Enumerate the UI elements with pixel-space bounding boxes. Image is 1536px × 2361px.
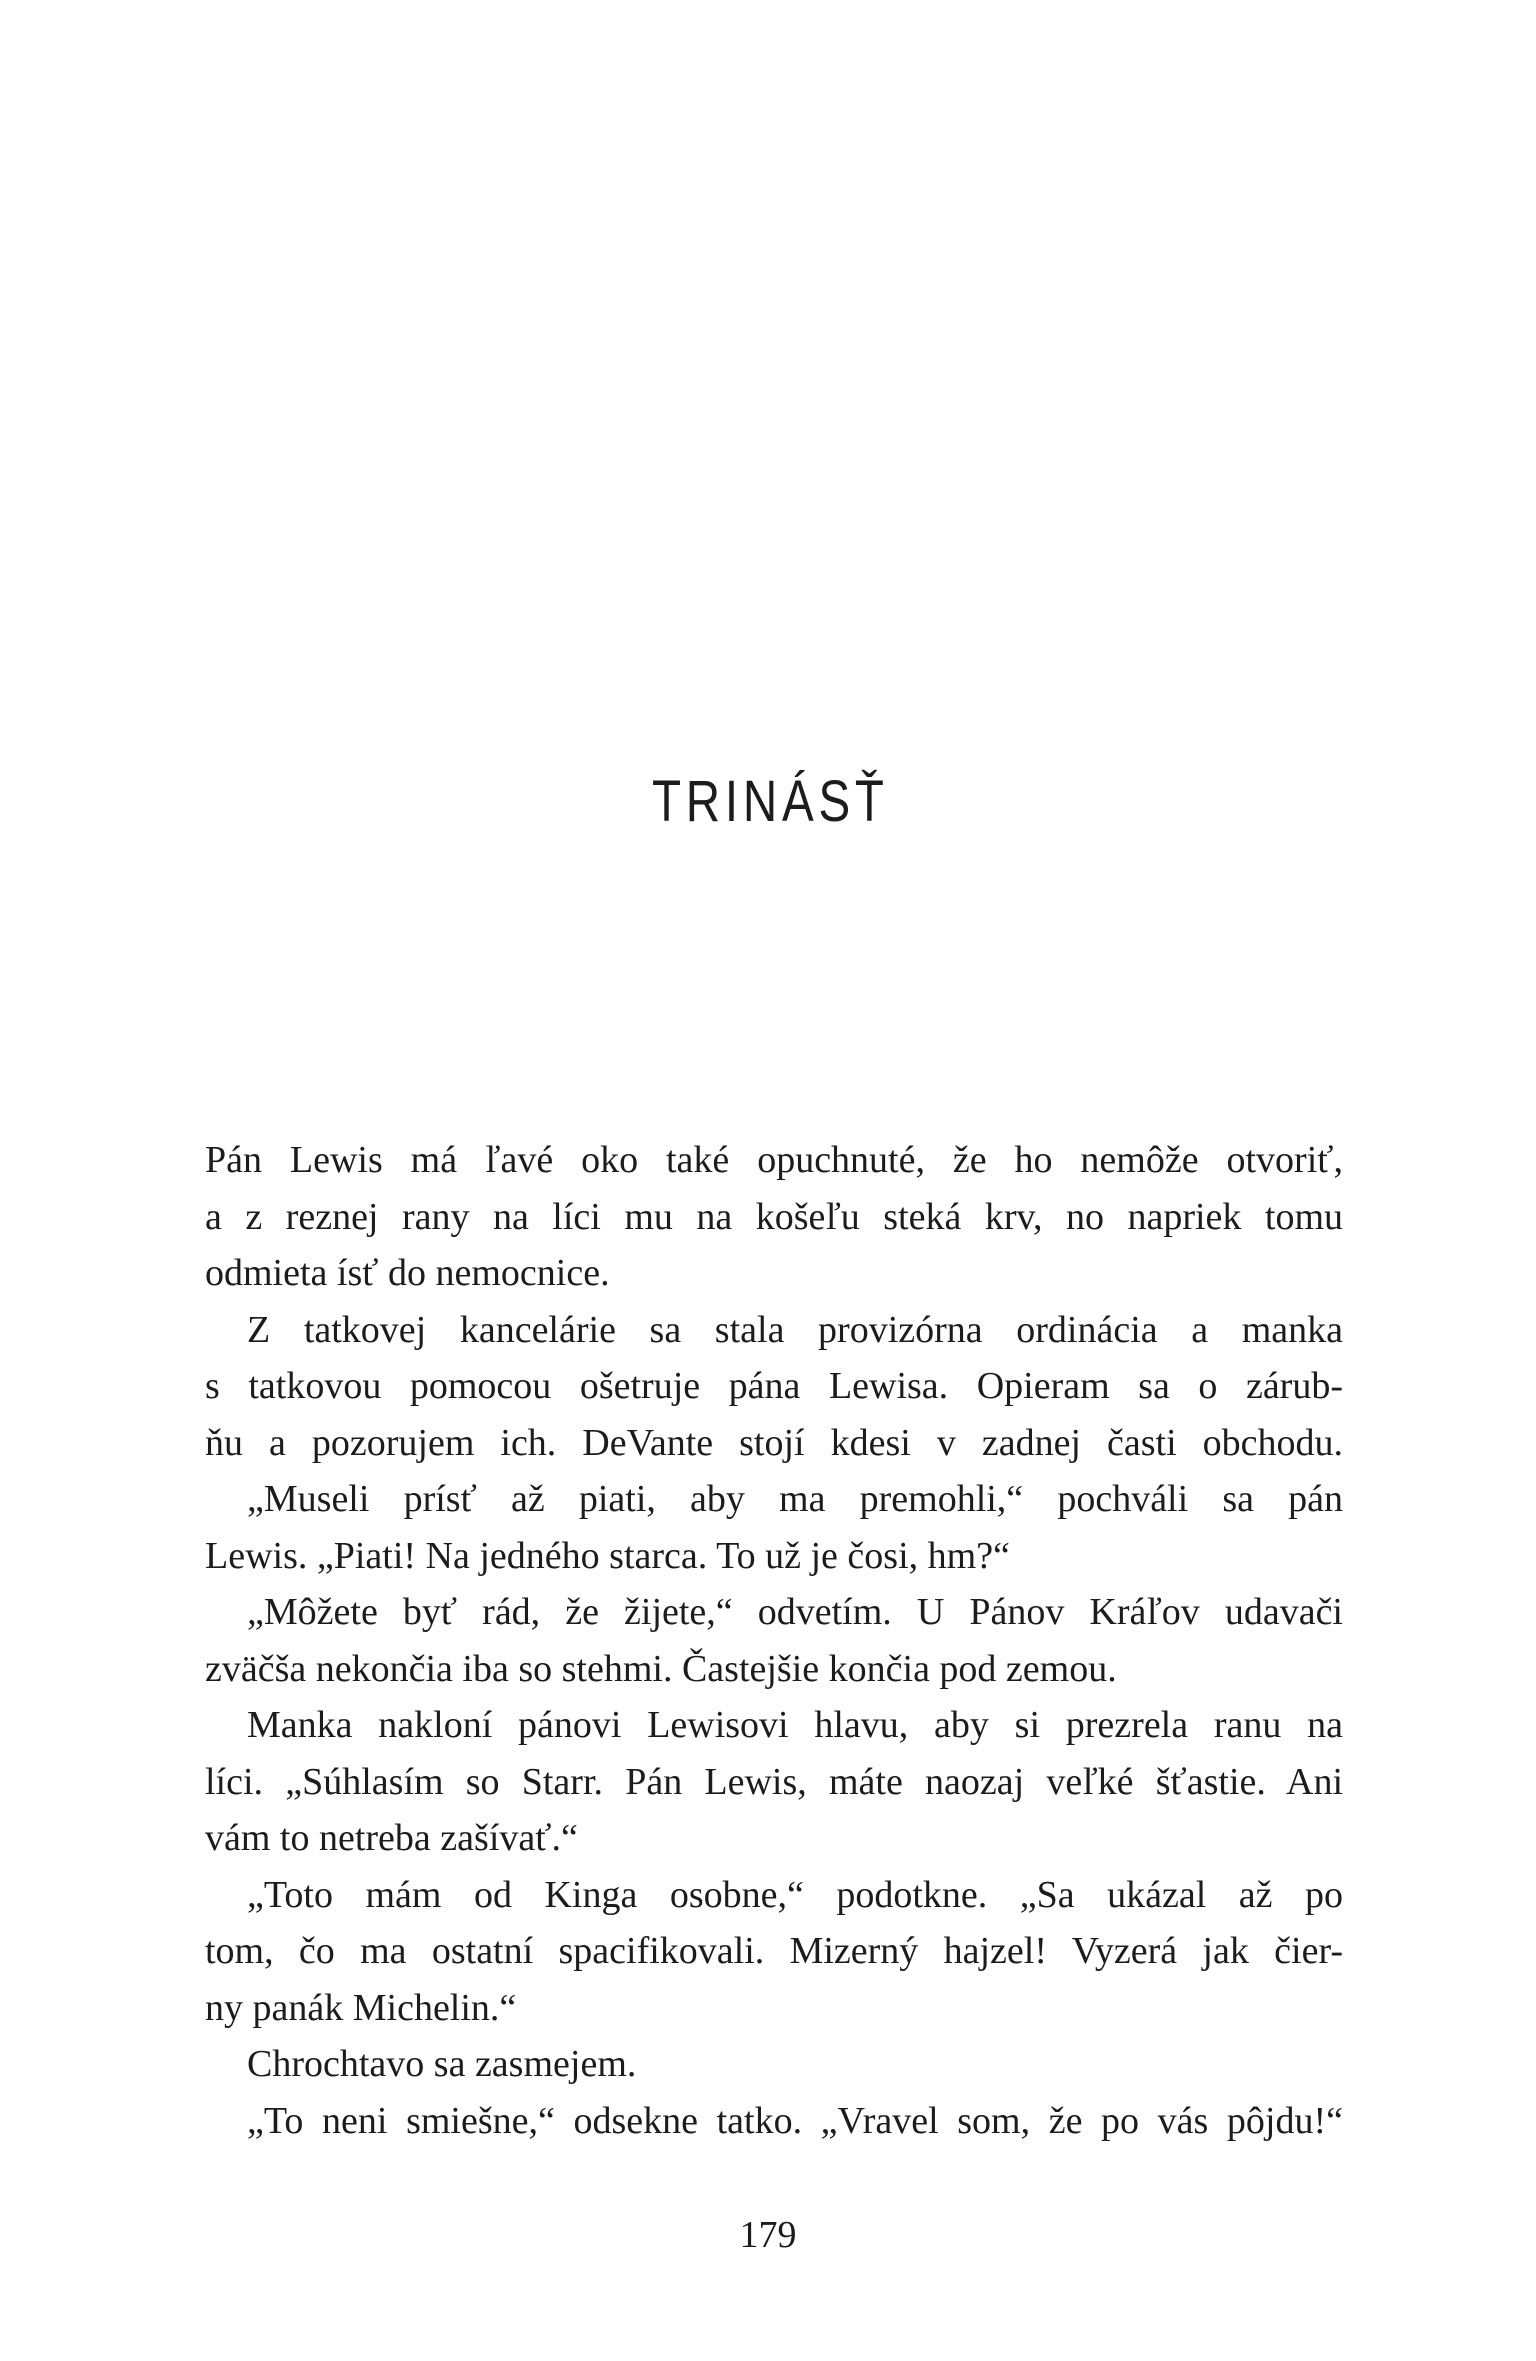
text-line: vám to netreba zašívať.“: [205, 1817, 578, 1859]
text-line: „Museli prísť až piati, aby ma premohli,“ pochváli sa pán: [247, 1478, 1343, 1520]
page-number: 179: [739, 2214, 797, 2256]
text-line: tom, čo ma ostatní spacifikovali. Mizerný hajzel! Vyzerá jak čier-: [205, 1930, 1343, 1972]
text-line: „Toto mám od Kinga osobne,“ podotkne. „Sa ukázal až po: [247, 1873, 1343, 1916]
text-line: odmieta ísť do nemocnice.: [205, 1252, 610, 1294]
text-line: ňu a pozorujem ich. DeVante stojí kdesi v zadnej časti obchodu.: [205, 1421, 1343, 1464]
text-line: s tatkovou pomocou ošetruje pána Lewisa. Opieram sa o zárub-: [205, 1365, 1343, 1407]
text-line: Chrochtavo sa zasmejem.: [247, 2043, 637, 2085]
text-line: zväčša nekončia iba so stehmi. Častejšie končia pod zemou.: [205, 1647, 1117, 1690]
text-line: Pán Lewis má ľavé oko také opuchnuté, že ho nemôže otvoriť,: [205, 1139, 1343, 1181]
text-line: „Môžete byť rád, že žijete,“ odvetím. U Pánov Kráľov udavači: [247, 1591, 1343, 1633]
text-line: „To neni smiešne,“ odsekne tatko. „Vravel som, že po vás pôjdu!“: [247, 2099, 1343, 2142]
text-line: Lewis. „Piati! Na jedného starca. To už je čosi, hm?“: [205, 1534, 1010, 1577]
text-line: ny panák Michelin.“: [205, 1986, 517, 2029]
body-text: [205, 1132, 1343, 2149]
text-line: Manka nakloní pánovi Lewisovi hlavu, aby si prezrela ranu na: [247, 1704, 1343, 1746]
text-line: Z tatkovej kancelárie sa stala provizórna ordinácia a manka: [247, 1308, 1343, 1351]
text-line: líci. „Súhlasím so Starr. Pán Lewis, máte naozaj veľké šťastie. Ani: [205, 1760, 1343, 1803]
chapter-title: TRINÁSŤ: [651, 769, 889, 834]
text-line: a z reznej rany na líci mu na košeľu steká krv, no napriek tomu: [205, 1195, 1343, 1238]
